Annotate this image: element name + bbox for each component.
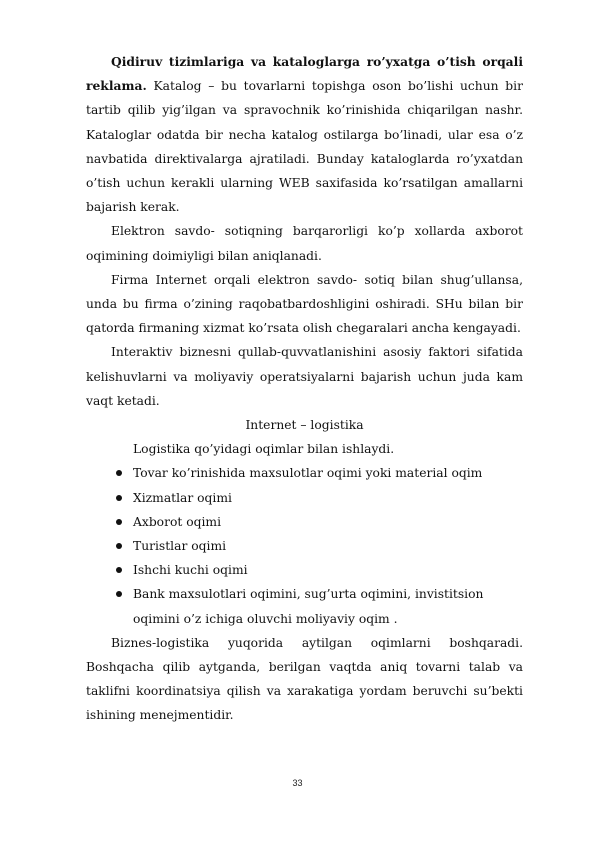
list-item-text: Ishchi kuchi oqimi [133, 563, 248, 578]
document-page [86, 50, 523, 728]
paragraph-stability: Elektron savdo- sotiqning barqarorligi ko’p xollarda axborot oqimining doimiyligi bilan aniqlanadi. [86, 224, 523, 263]
list-item [86, 461, 523, 485]
list-intro: Logistika qo’yidagi oqimlar bilan ishlaydi. [133, 442, 395, 457]
list-item-text: Turistlar oqimi [133, 539, 227, 554]
list-item-text: Tovar ko’rinishida maxsulotlar oqimi yoki material oqim [133, 466, 483, 481]
list-item-text: Bank maxsulotlari oqimini, sug’urta oqimini, invistitsion [133, 587, 484, 602]
page-number: 33 [292, 778, 303, 788]
list-item [86, 558, 523, 582]
list-item [86, 486, 523, 510]
bullet-icon [116, 519, 122, 525]
bullet-icon [116, 470, 122, 476]
bullet-icon [116, 567, 122, 573]
flow-list [86, 461, 523, 606]
list-item [86, 534, 523, 558]
bullet-icon [116, 495, 122, 501]
paragraph-text: Katalog – bu tovarlarni topishga oson bo’lishi uchun bir tartib qilib yig’ilgan va spravochnik ko’rinishida chiqarilgan nashr. Kataloglar odatda bir necha katalog ostilarga bo’linadi, ular esa o’z navbatida direktivalarga ajratiladi. Bunday kataloglarda ro’yxatdan o’tish uchun kerakli ularning WEB saxifasida ko’rsatilgan amallarni bajarish kerak. [86, 79, 523, 215]
section-heading: Internet – logistika [245, 418, 364, 433]
list-item [86, 582, 523, 606]
paragraph-competitiveness: Firma Internet orqali elektron savdo- sotiq bilan shug’ullansa, unda bu firma o’zining raqobatbardoshligini oshiradi. SHu bilan bir qatorda firmaning xizmat ko’rsata olish chegaralari ancha kengayadi. [86, 272, 523, 336]
paragraph-business-logistics: Biznes-logistika yuqorida aytilgan oqimlarni boshqaradi. Boshqacha qilib aytganda, berilgan vaqtda aniq tovarni talab va taklifni koordinatsiya qilish va xarakatiga yordam beruvchi su’bekti ishining menejmentidir. [86, 635, 523, 723]
paragraph-interactive-business: Interaktiv biznesni qullab-quvvatlanishini asosiy faktori sifatida kelishuvlarni va moliyaviy operatsiyalarni bajarish uchun juda kam vaqt ketadi. [86, 345, 523, 408]
list-item-continuation: oqimini o’z ichiga oluvchi moliyaviy oqim . [133, 611, 398, 626]
paragraph-bold-heading: Qidiruv tizimlariga va kataloglarga ro’yxatga o’tish orqali reklama. [86, 54, 523, 94]
bullet-icon [116, 591, 122, 597]
list-item-text: Axborot oqimi [133, 514, 222, 529]
bullet-icon [116, 543, 122, 549]
list-item [86, 510, 523, 534]
paragraph-catalog-advertising [86, 50, 523, 219]
list-item-text: Xizmatlar oqimi [133, 490, 232, 505]
